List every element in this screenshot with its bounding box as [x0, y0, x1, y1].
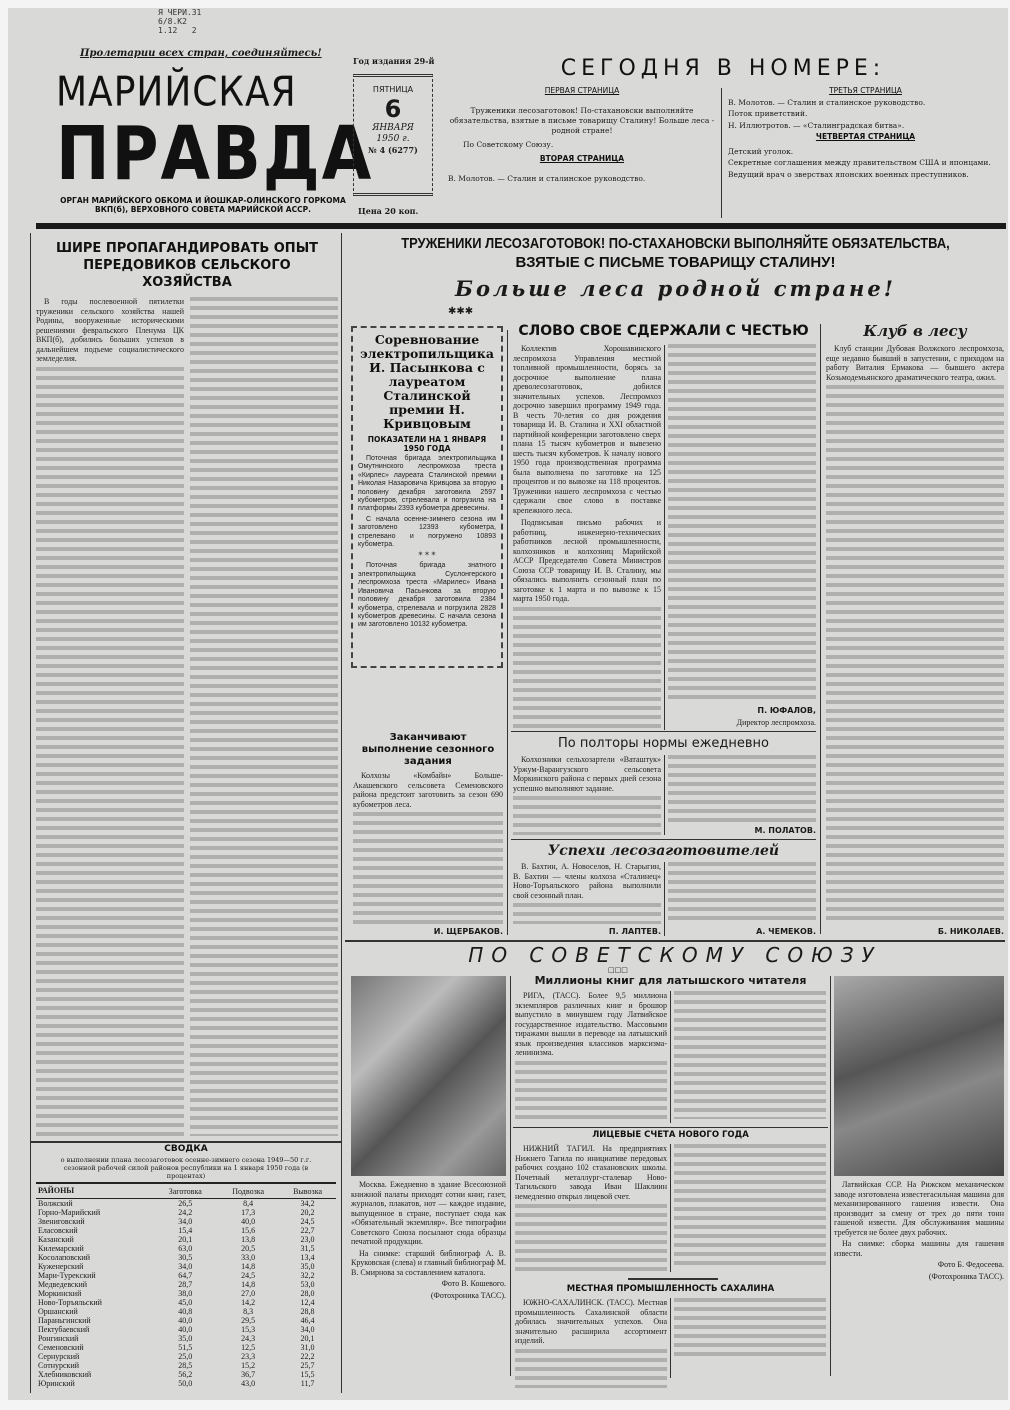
club-intro: Клуб станции Дубовая Волжского леспромхоза, еще недавно бывший в запустении, с приходом на работу Виталия Ермакова — бывшего актера Козьмодемьянского драматического театра, ожил.	[826, 344, 1004, 382]
table-cell-value: 24,5	[241, 1271, 256, 1280]
page4-label: ЧЕТВЕРТАЯ СТРАНИЦА	[815, 132, 916, 141]
column-header: Вывозка	[293, 1186, 323, 1196]
norm-column-1	[513, 755, 661, 835]
table-cell-value: 35,0	[300, 1262, 315, 1271]
table-cell-value: 25,7	[300, 1361, 315, 1370]
table-cell-value: 15,5	[300, 1370, 315, 1379]
page3-label: ТРЕТЬЯ СТРАНИЦА	[829, 86, 902, 95]
table-cell-value: 34,0	[178, 1217, 193, 1226]
sakhalin-column-1	[515, 1298, 667, 1388]
table-cell-value: 15,3	[241, 1325, 256, 1334]
contents-item: Секретные соглашения между правительством США и японцами.	[728, 158, 991, 167]
table-row	[36, 1217, 336, 1226]
archive-stamp	[158, 8, 248, 35]
table-cell-value: 22,2	[300, 1352, 315, 1361]
table-cell-value: 40,8	[178, 1307, 193, 1316]
table-cell-value: 26,5	[178, 1199, 193, 1208]
table-cell-district: Куженерский	[38, 1262, 84, 1271]
table-cell-value: 34,0	[300, 1325, 315, 1334]
banner-line: ТРУЖЕНИКИ ЛЕСОЗАГОТОВОК! ПО-СТАХАНОВСКИ ВЫПОЛНЯЙТЕ ОБЯЗАТЕЛЬСТВА,	[401, 235, 950, 252]
newspaper-page	[8, 8, 1008, 1400]
weekday: ПЯТНИЦА	[372, 85, 414, 94]
table-cell-district: Пектубаевский	[38, 1325, 90, 1334]
table-cell-value: 34,2	[300, 1199, 315, 1208]
table-row	[36, 1271, 336, 1280]
month: ЯНВАРЯ	[372, 123, 414, 133]
norm-body	[513, 796, 661, 835]
accounts-body	[674, 1144, 826, 1270]
word-column-1	[513, 344, 661, 728]
table-cell-value: 51,5	[178, 1343, 193, 1352]
competition-box	[351, 326, 503, 668]
organ-line: ОРГАН МАРИЙСКОГО ОБКОМА И ЙОШКАР-ОЛИНСКОГО ГОРКОМА ВКП(б), ВЕРХОВНОГО СОВЕТА МАРИЙСКОЙ АССР.	[60, 196, 346, 214]
competition-paragraph: Поточная бригада электропильщика Омутнинского леспромхоза треста «Кирлес» лауреата Сталинской премии Николая Назаровича Кривцова за вторую половину декабря заготовила 2597 кубометров, стрелевала и погрузила на платформы 2393 кубометра древесины.	[358, 455, 496, 513]
word-author-role: Директор леспромхоза.	[736, 718, 816, 727]
table-cell-value: 14,2	[241, 1298, 256, 1307]
table-row	[36, 1226, 336, 1235]
table-cell-district: Горно-Марийский	[38, 1208, 101, 1217]
table-cell-value: 28,0	[300, 1289, 315, 1298]
competition-paragraph: Поточная бригада знатного электропильщика Суслонгерского леспромхоза треста «Марилес» Ивана Ивановича Пасынкова за вторую половину декабря заготовила 2384 кубометра, стрелевала и погрузила 2828 кубометров древесины. С начала сезона им заготовлено 10132 кубометра.	[358, 562, 496, 629]
books-body	[515, 1061, 667, 1124]
contents-title: СЕГОДНЯ В НОМЕРЕ:	[560, 56, 886, 81]
masthead-rule	[36, 223, 1006, 229]
table-cell-district: Казанский	[38, 1235, 74, 1244]
accounts-intro: НИЖНИЙ ТАГИЛ. На предприятиях Нижнего Тагила по инициативе передовых рабочих создано 102 стахановских школы. Почетный металлург-сталевар Ново-Тагильского завода Иван Шаклиин немедленно открыл лицевой счет.	[515, 1144, 667, 1201]
table-cell-value: 28,5	[178, 1361, 193, 1370]
issue-number: № 4 (6277)	[368, 145, 418, 155]
table-cell-value: 50,0	[178, 1379, 193, 1388]
table-cell-value: 63,0	[178, 1244, 193, 1253]
word-paragraph: Подписывая письмо рабочих и работниц, инженерно-технических работников лесной промышленности, колхозников и колхозниц Марийской АССР Председателю Совета Министров Союза ССР товарищу И. В. Сталину, мы обязались выполнить сезонный план по заготовке к 1 марта и по вывозке к 15 марта 1950 года.	[513, 518, 661, 603]
sakhalin-title: МЕСТНАЯ ПРОМЫШЛЕННОСТЬ САХАЛИНА	[566, 1284, 775, 1294]
newspaper-title-line1: МАРИЙСКАЯ	[56, 68, 297, 116]
table-cell-value: 40,0	[241, 1217, 256, 1226]
club-body	[826, 385, 1004, 924]
success-title: Успехи лесозаготовителей	[547, 843, 780, 859]
table-row	[36, 1253, 336, 1262]
table-cell-value: 22,7	[300, 1226, 315, 1235]
contents-column-right	[728, 86, 1003, 180]
table-cell-district: Сотнурский	[38, 1361, 80, 1370]
table-cell-district: Семеновский	[38, 1343, 84, 1352]
word-body	[668, 344, 816, 703]
table-cell-district: Звениговский	[38, 1217, 85, 1226]
table-cell-value: 17,3	[241, 1208, 256, 1217]
season-intro: Колхозы «Комбайн» Больше-Акашевского сельсовета Семеновского района предстоит заготовить за сезон 690 кубометров леса.	[353, 771, 503, 809]
photo1-agency: (Фотохроника ТАСС).	[430, 1291, 506, 1300]
table-row	[36, 1316, 336, 1325]
stamp-line: 2	[191, 26, 197, 35]
table-cell-value: 29,5	[241, 1316, 256, 1325]
table-cell-district: Моркинский	[38, 1289, 82, 1298]
year: 1950 г.	[376, 134, 410, 144]
table-cell-district: Медведевский	[38, 1280, 88, 1289]
table-cell-value: 28,8	[300, 1307, 315, 1316]
ussr-section-title: ПО СОВЕТСКОМУ СОЮЗУ	[468, 943, 882, 967]
books-intro: РИГА, (ТАСС). Более 9,5 миллиона экземпляров различных книг и брошюр выпустило в минувшем году Латвийское государственное издательство. Массовыми тиражами вышли в переводе на латышский язык произведения классиков марксизма-ленинизма.	[515, 991, 667, 1057]
photo1-caption-block	[351, 1180, 506, 1392]
table-cell-value: 24,2	[178, 1208, 193, 1217]
table-cell-value: 12,4	[300, 1298, 315, 1307]
table-cell-value: 15,2	[241, 1361, 256, 1370]
norm-column-2	[668, 755, 816, 835]
table-row	[36, 1208, 336, 1217]
stamp-line: 6/8.К2	[158, 17, 187, 26]
table-cell-value: 28,7	[178, 1280, 193, 1289]
table-row	[36, 1289, 336, 1298]
sakhalin-body	[674, 1298, 826, 1360]
competition-subtitle: ПОКАЗАТЕЛИ НА 1 ЯНВАРЯ 1950 ГОДА	[367, 435, 487, 453]
books-title: Миллионы книг для латышского читателя	[534, 974, 807, 987]
table-cell-value: 38,0	[178, 1289, 193, 1298]
ornament: ✱✱✱	[448, 306, 474, 317]
competition-title: Соревнование электропильщика И. Пасынкова с лауреатом Сталинской премии Н. Кривцовым	[360, 332, 494, 431]
day: 6	[384, 95, 402, 123]
table-row	[36, 1343, 336, 1352]
photo1-note: На снимке: старший библиограф А. В. Круковская (слева) и главный библиограф М. В. Смирнова за составлением каталога.	[351, 1248, 506, 1277]
norm-author: М. ПОЛАТОВ.	[754, 826, 816, 835]
banner-slogan: Больше леса родной стране!	[455, 276, 896, 301]
table-title: СВОДКА	[164, 1144, 208, 1154]
date-box	[353, 74, 433, 196]
sakhalin-body	[515, 1349, 667, 1389]
table-cell-value: 56,2	[178, 1370, 193, 1379]
contents-column-left	[448, 86, 716, 184]
table-cell-district: Килемарский	[38, 1244, 84, 1253]
table-cell-value: 31,5	[300, 1244, 315, 1253]
club-article	[826, 322, 1004, 936]
table-row	[36, 1352, 336, 1361]
page2-label: ВТОРАЯ СТРАНИЦА	[539, 154, 625, 163]
norm-body	[668, 755, 816, 823]
table-cell-district: Оршанский	[38, 1307, 78, 1316]
table-cell-value: 8,3	[243, 1307, 254, 1316]
norm-title: По полторы нормы ежедневно	[557, 736, 769, 751]
season-body	[353, 812, 503, 924]
table-cell-value: 23,0	[300, 1235, 315, 1244]
table-cell-value: 11,7	[300, 1379, 315, 1388]
photo-library	[351, 976, 506, 1176]
table-row	[36, 1361, 336, 1370]
table-cell-value: 46,4	[300, 1316, 315, 1325]
table-cell-value: 14,8	[241, 1262, 256, 1271]
table-row	[36, 1244, 336, 1253]
table-cell-value: 14,8	[241, 1280, 256, 1289]
photo2-caption: Латвийская ССР. На Рижском механическом заводе изготовлена известегасильная машина для механизированного гашения извести. Она производит за смену от трех до пяти тонн гашеной извести. Для обслуживания машины требуется не более двух рабочих.	[834, 1180, 1004, 1237]
contents-item: Н. Иллютротов. — «Сталинградская битва».	[728, 120, 905, 130]
competition-paragraph: С начала осенне-зимнего сезона им заготовлено 12393 кубометра, стрелевано и погружено 10893 кубометра.	[358, 515, 496, 549]
photo2-note: На снимке: сборка машины для гашения извести.	[834, 1239, 1004, 1258]
table-cell-value: 20,5	[241, 1244, 256, 1253]
photo2-agency: (Фотохроника ТАСС).	[928, 1272, 1004, 1281]
ornament: * * *	[418, 551, 436, 561]
year-of-issue: Год издания 29-й	[353, 56, 435, 66]
contents-item: В. Молотов. — Сталин и сталинское руководство.	[448, 174, 646, 183]
page1-label: ПЕРВАЯ СТРАНИЦА	[544, 86, 620, 95]
table-cell-value: 13,8	[241, 1235, 256, 1244]
table-cell-value: 33,0	[241, 1253, 256, 1262]
ornament: □□□	[608, 966, 628, 974]
success-column-1	[513, 862, 661, 936]
accounts-title: ЛИЦЕВЫЕ СЧЕТА НОВОГО ГОДА	[592, 1130, 749, 1140]
success-author-2: А. ЧЕМЕКОВ.	[756, 927, 816, 936]
table-cell-value: 20,1	[178, 1235, 193, 1244]
photo1-credit: Фото В. Кошевого.	[441, 1279, 506, 1288]
table-cell-value: 36,7	[241, 1370, 256, 1379]
table-cell-value: 53,0	[300, 1280, 315, 1289]
table-row	[36, 1325, 336, 1334]
contents-item: В. Молотов. — Сталин и сталинское руководство.	[728, 97, 926, 107]
stamp-line: Я ЧЕРИ.31	[158, 8, 202, 17]
table-row	[36, 1262, 336, 1271]
table-row	[36, 1235, 336, 1244]
photo2-credit: Фото Б. Федосеева.	[937, 1260, 1004, 1269]
accounts-column-1	[515, 1144, 667, 1272]
photo-lime-machine	[834, 976, 1004, 1176]
table-cell-value: 15,4	[178, 1226, 193, 1235]
table-cell-value: 31,0	[300, 1343, 315, 1352]
table-row	[36, 1334, 336, 1343]
table-cell-value: 24,5	[300, 1217, 315, 1226]
table-cell-district: Параньгинский	[38, 1316, 91, 1325]
contents-item: По Советскому Союзу.	[463, 140, 554, 149]
lead-article-columns	[36, 297, 338, 1136]
success-intro: В. Бахтин, А. Новоселов, Н. Старыгин, В. Бахтин — члены колхоза «Сталинец» Ново-Торъяльского района выполнили свой сезонный план.	[513, 862, 661, 900]
table-cell-value: 24,3	[241, 1334, 256, 1343]
sakhalin-intro: ЮЖНО-САХАЛИНСК. (ТАСС). Местная промышленность Сахалинской области добилась значительных успехов. Она значительно расширила ассортимент изделий.	[515, 1298, 667, 1345]
success-column-2	[668, 862, 816, 936]
stamp-line: 1.12	[158, 26, 178, 35]
table-cell-district: Волжский	[38, 1199, 73, 1208]
photo2-caption-block	[834, 1180, 1004, 1392]
contents-item: Ведущий врач о зверствах японских военных преступников.	[728, 169, 969, 179]
contents-item: Детский уголок.	[728, 146, 794, 156]
banner-line: ВЗЯТЫЕ С ПИСЬМЕ ТОВАРИЩУ СТАЛИНУ!	[515, 254, 836, 271]
lead-article-body	[190, 297, 338, 1136]
table-cell-value: 15,6	[241, 1226, 256, 1235]
banner-headline	[348, 234, 1003, 272]
word-body	[513, 607, 661, 729]
table-cell-value: 45,0	[178, 1298, 193, 1307]
table-row	[36, 1280, 336, 1289]
norm-intro: Колхозники сельхозартели «Ваташтук» Уржум-Варангузского сельсовета Моркинского района с первых дней сезона успешно выполняют задание.	[513, 755, 661, 793]
column-header: РАЙОНЫ	[38, 1186, 75, 1195]
photo1-caption: Москва. Ежедневно в здание Всесоюзной книжной палаты приходят сотни книг, газет, журналов, плакатов, нот — каждое издание, выпущенное в стране, поступает сюда как «Обязательный экземпляр». Все типографии Советского Союза посылают сюда образцы печатной продукции.	[351, 1180, 506, 1246]
table-cell-value: 40,0	[178, 1325, 193, 1334]
table-cell-district: Еласовский	[38, 1226, 78, 1235]
table-row	[36, 1307, 336, 1316]
summary-section	[36, 1144, 336, 1388]
column-header: Заготовка	[168, 1186, 202, 1196]
table-subtitle: о выполнении плана лесозаготовок осенне-зимнего сезона 1949—50 г.г. сезонной рабочей силой районов республики на 1 января 1950 года (в процентах)	[60, 1156, 312, 1180]
lead-article	[36, 240, 338, 1136]
table-cell-value: 35,0	[178, 1334, 193, 1343]
table-cell-district: Хлебниковский	[38, 1370, 92, 1379]
word-paragraph: Коллектив Хорошавинского леспромхоза Управления местной топливной промышленности, борясь за досрочное выполнение плана древолесозаготовок, добился значительных успехов. Леспромхоз досрочно завершил программу 1949 года. В честь 70-летия со дня рождения товарища И. В. Сталина и XXI областной партийной конференции заготовлено сверх плана 15 тысяч кубометров и вывезено шесть тысяч кубометров. К началу нового 1950 года производственная программа была выполнена по заготовке на 125 процентов и по вывозке на 118 процентов. Труженики нашего леспромхоза с честью сдержали свое слово в поставке крепежного леса.	[513, 344, 661, 515]
table-cell-district: Юринский	[38, 1379, 75, 1388]
season-article	[353, 732, 503, 936]
table-cell-value: 27,0	[241, 1289, 256, 1298]
summary-table	[36, 1182, 336, 1388]
column-header: Подвозка	[232, 1186, 265, 1196]
newspaper-title-line2: ПРАВДА	[56, 112, 374, 198]
season-title: Заканчивают выполнение сезонного задания	[361, 732, 495, 767]
table-row	[36, 1199, 336, 1209]
table-cell-value: 20,1	[300, 1334, 315, 1343]
table-cell-value: 30,5	[178, 1253, 193, 1262]
table-row	[36, 1298, 336, 1307]
contents-item: Труженики лесозаготовок! По-стахановски выполняйте обязательства, взятые в письме товарищу Сталину! Больше леса - родной стране!	[449, 106, 715, 135]
table-cell-value: 23,3	[241, 1352, 256, 1361]
table-cell-value: 13,4	[300, 1253, 315, 1262]
books-column-1	[515, 991, 667, 1123]
contents-item: Поток приветствий.	[728, 109, 808, 118]
books-body	[674, 991, 826, 1119]
success-body	[513, 903, 661, 924]
success-body	[668, 862, 816, 924]
word-title: СЛОВО СВОЕ СДЕРЖАЛИ С ЧЕСТЬЮ	[518, 323, 809, 339]
table-cell-value: 25,0	[178, 1352, 193, 1361]
word-author: П. ЮФАЛОВ,	[757, 706, 816, 715]
club-title: Клуб в лесу	[863, 322, 967, 340]
table-cell-district: Ново-Торъяльский	[38, 1298, 102, 1307]
success-author-1: П. ЛАПТЕВ.	[608, 927, 661, 936]
table-cell-district: Ронгинский	[38, 1334, 79, 1343]
lead-article-intro: В годы послевоенной пятилетки труженики сельского хозяйства нашей Родины, вооруженные историческими решениями февральского Пленума ЦК ВКП(б), добились больших успехов в дальнейшем подъеме социалистического земледелия.	[36, 297, 184, 363]
slogan: Пролетарии всех стран, соединяйтесь!	[80, 48, 322, 59]
season-author: И. ЩЕРБАКОВ.	[433, 927, 503, 936]
table-cell-district: Косолаповский	[38, 1253, 91, 1262]
table-cell-value: 34,0	[178, 1262, 193, 1271]
table-row	[36, 1379, 336, 1388]
table-cell-value: 43,0	[241, 1379, 256, 1388]
table-cell-value: 40,0	[178, 1316, 193, 1325]
accounts-body	[515, 1204, 667, 1272]
word-column-2	[668, 344, 816, 728]
table-row	[36, 1370, 336, 1379]
club-author: Б. НИКОЛАЕВ.	[937, 927, 1004, 936]
lead-article-title: ШИРЕ ПРОПАГАНДИРОВАТЬ ОПЫТ ПЕРЕДОВИКОВ СЕЛЬСКОГО ХОЗЯЙСТВА	[55, 241, 319, 290]
table-cell-value: 32,2	[300, 1271, 315, 1280]
price: Цена 20 коп.	[358, 206, 419, 216]
table-cell-value: 20,2	[300, 1208, 315, 1217]
table-cell-district: Сернурский	[38, 1352, 80, 1361]
lead-article-body	[36, 367, 184, 1137]
table-cell-district: Мари-Туреκский	[38, 1271, 96, 1280]
table-cell-value: 12,5	[241, 1343, 256, 1352]
table-cell-value: 64,7	[178, 1271, 193, 1280]
table-cell-value: 8,4	[243, 1199, 254, 1208]
